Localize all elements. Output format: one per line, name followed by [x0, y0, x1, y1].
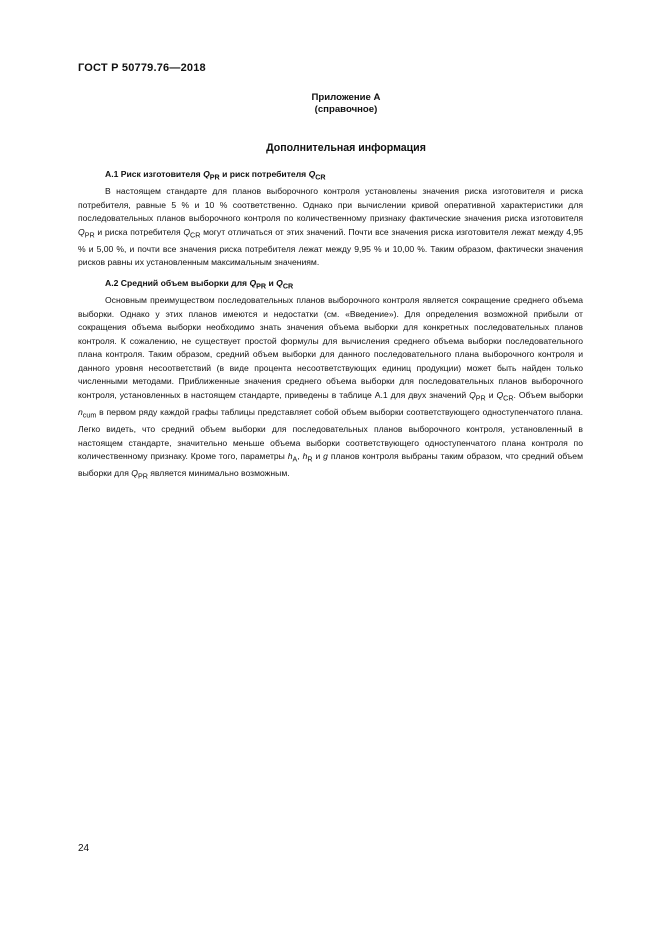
section-title: Дополнительная информация — [266, 142, 426, 154]
a2-paragraph: Основным преимуществом последовательных планов выборочного контроля является сокращение среднего объема выборки. Однако у этих планов имеются и недостатки (см. «Введение»). Для определения возможной прибыли от сокращения объема выборки необходимо знать значения объема выборки для конкретных последовательных планов контроля. К сожалению, не существует простой формулы для вычисления среднего объема выборки последовательного плана контроля. Таким образом, средний объем выборки для данного последовательного плана выборочного контроля и данного уровня несоответствий (в виде процента несоответствующих единиц продукции) может быть найден только численными методами. Приближенные значения среднего объема выборки для последовательных планов выборочного контроля, установленных в настоящем стандарте, приведены в таблице А.1 для двух значений $Q_{PR}$ и $Q_{CR}$. Объем выборки $n_{cum}$ в первом ряду каждой графы таблицы представляет собой объем выборки соответствующего одноступенчатого плана. Легко видеть, что средний объем выборки для последовательных планов выборочного контроля, установленный в настоящем стандарте, значительно меньше объема выборки соответствующего одноступенчатого плана контроля по количественному признаку. Кроме того, параметры $h_A$, $h_R$ и g планов контроля выбраны таким образом, что средний объем выборки для $Q_{PR}$ является минимально возможным. — [78, 295, 584, 482]
a1-heading: А.1 Риск изготовителя $Q_{PR}$ и риск потребителя $Q_{CR}$ — [105, 169, 326, 182]
a1-paragraph: В настоящем стандарте для планов выборочного контроля установлены значения риска изготовителя и риска потребителя, равные 5 % и 10 % соответственно. Однако при вычислении кривой оперативной характеристики для последовательных планов выборочного контроля по количественному признаку фактические значения риска изготовителя $Q_{PR}$ и риска потребителя $Q_{CR}$ могут отличаться от этих значений. Почти все значения риска изготовителя лежат между 4,95 % и 5,00 %, и почти все значения риска потребителя лежат между 9,95 % и 10,00 %. Таким образом, фактически значения рисков равны их установленным максимальным значениям. — [78, 186, 583, 268]
appendix-note: (справочное) — [314, 104, 378, 115]
page-number: 24 — [78, 843, 90, 854]
a2-heading: А.2 Средний объем выборки для $Q_{PR}$ и $Q_{CR}$ — [105, 277, 294, 291]
document-code: ГОСТ Р 50779.76—2018 — [78, 62, 206, 74]
body-text — [78, 168, 583, 485]
appendix-title: Приложение А — [311, 92, 381, 103]
appendix-header — [300, 92, 392, 116]
